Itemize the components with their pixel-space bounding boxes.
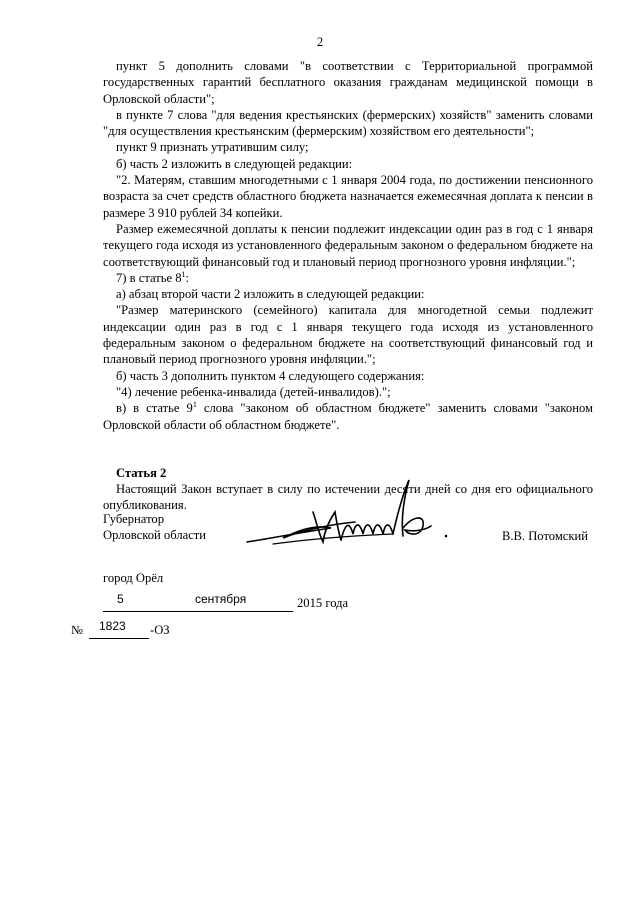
date-day: 5 bbox=[117, 592, 124, 606]
governor-title bbox=[103, 511, 206, 544]
article-2-heading: Статья 2 bbox=[116, 465, 167, 480]
article-ref-text: 7) в статье 8 bbox=[116, 270, 182, 285]
paragraph-item9: пункт 9 признать утратившим силу; bbox=[116, 140, 309, 155]
paragraph-part3-intro: б) часть 3 дополнить пунктом 4 следующего содержания: bbox=[116, 368, 425, 383]
paragraph-article8-1 bbox=[103, 270, 593, 286]
date-month-field bbox=[189, 592, 293, 612]
date-month: сентября bbox=[195, 592, 247, 606]
paragraph-item4: "4) лечение ребенка-инвалида (детей-инвалидов)."; bbox=[116, 384, 391, 399]
date-year: 2015 года bbox=[297, 596, 349, 610]
date-day-field bbox=[103, 592, 189, 612]
law-number-field bbox=[89, 619, 149, 639]
law-number-suffix: -ОЗ bbox=[150, 623, 170, 637]
signature-image bbox=[243, 472, 453, 562]
article-2-text: Настоящий Закон вступает в силу по истечении десяти дней со дня его официального опубликования. bbox=[103, 482, 593, 513]
paragraph-part2-intro: б) часть 2 изложить в следующей редакции: bbox=[116, 156, 353, 171]
paragraph-item5: пункт 5 дополнить словами "в соответствии с Территориальной программой государственных гарантий бесплатного оказания гражданам медицинской помощи в Орловской области"; bbox=[103, 59, 593, 106]
document-body bbox=[103, 58, 593, 514]
law-number-prefix: № bbox=[71, 623, 84, 637]
article-ref-tail: слова "законом об областном бюджете" заменить словами "законом Орловской области об областном бюджете". bbox=[103, 401, 593, 432]
paragraph-abzac-intro: а) абзац второй части 2 изложить в следующей редакции: bbox=[116, 287, 425, 302]
city-name: город Орёл bbox=[103, 571, 164, 585]
paragraph-maternal-capital: "Размер материнского (семейного) капитала для многодетной семьи подлежит индексации один раз в год с 1 января текущего года исходя из установленного федеральным законом о федеральном бюджете на соответствующий финансовый год и плановый период прогнозного уровня инфляции."; bbox=[103, 303, 593, 367]
paragraph-article9-1 bbox=[103, 400, 593, 433]
page-number: 2 bbox=[316, 35, 324, 49]
article-ref-tail: : bbox=[185, 270, 190, 285]
paragraph-part2-text: "2. Матерям, ставшим многодетными с 1 января 2004 года, по достижении пенсионного возраста за счет средств областного бюджета назначается ежемесячная доплата к пенсии в размере 3 910 рублей 34 копейки. bbox=[103, 173, 593, 220]
law-number-value: 1823 bbox=[99, 619, 126, 633]
governor-title-line1: Губернатор bbox=[103, 512, 164, 526]
article-ref-text: в) в статье 9 bbox=[116, 401, 193, 416]
paragraph-indexation: Размер ежемесячной доплаты к пенсии подлежит индексации один раз в год с 1 января текущего года исходя из установленного федеральным законом о федеральном бюджете на соответствующий финансовый год и плановый период прогнозного уровня инфляции."; bbox=[103, 221, 593, 269]
superscript: 1 bbox=[181, 269, 186, 279]
governor-title-line2: Орловской области bbox=[103, 528, 207, 543]
governor-name: В.В. Потомский bbox=[501, 529, 588, 543]
paragraph-item7: в пункте 7 слова "для ведения крестьянских (фермерских) хозяйств" заменить словами "для осуществления крестьянским (фермерским) хозяйством его деятельности"; bbox=[103, 107, 593, 139]
superscript: 1 bbox=[192, 400, 197, 410]
